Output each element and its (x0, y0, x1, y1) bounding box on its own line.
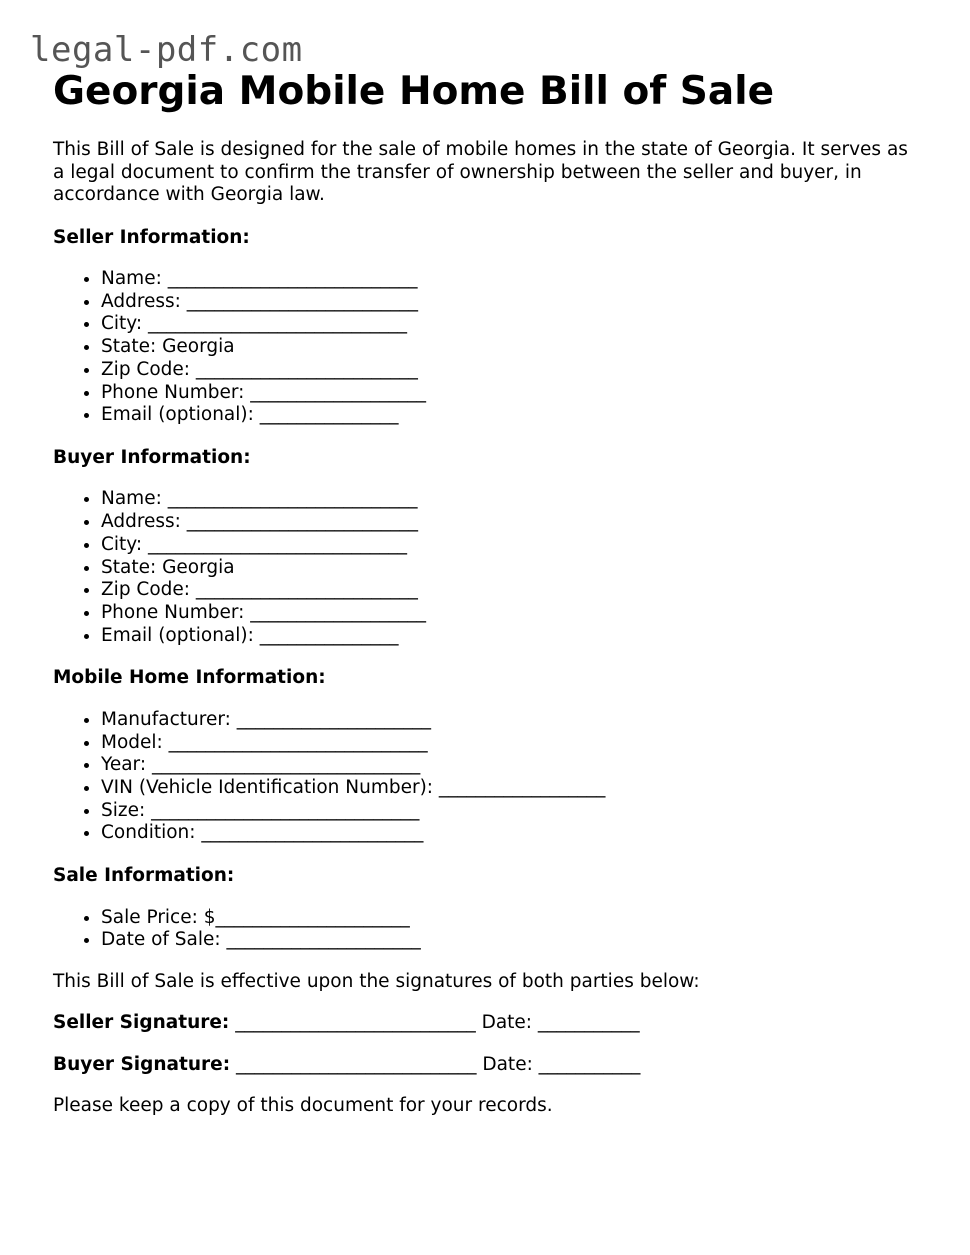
buyer-info-list (53, 488, 923, 647)
buyer-signature-blank: __________________________ Date: ___________ (230, 1053, 641, 1075)
seller-section-heading: Seller Information: (53, 226, 250, 248)
seller-phone-field: • Phone Number: ___________________ (101, 382, 923, 405)
buyer-section-heading: Buyer Information: (53, 446, 251, 468)
seller-state-field: • State: Georgia (101, 336, 923, 359)
seller-email-field: • Email (optional): _______________ (101, 404, 923, 427)
seller-signature-label: Seller Signature: (53, 1012, 230, 1034)
buyer-signature-line (53, 1054, 923, 1077)
buyer-signature-label: Buyer Signature: (53, 1053, 231, 1075)
document-title: Georgia Mobile Home Bill of Sale (53, 69, 775, 114)
document-body (53, 68, 923, 1118)
seller-signature-blank: __________________________ Date: ___________ (229, 1012, 640, 1034)
seller-address-field: • Address: _________________________ (101, 291, 923, 314)
home-condition-field: • Condition: ________________________ (101, 822, 923, 845)
buyer-zip-field: • Zip Code: ________________________ (101, 579, 923, 602)
buyer-email-field: • Email (optional): _______________ (101, 625, 923, 648)
buyer-phone-field: • Phone Number: ___________________ (101, 602, 923, 625)
seller-signature-line (53, 1012, 923, 1035)
sale-info-list (53, 907, 923, 952)
home-size-field: • Size: _____________________________ (101, 800, 923, 823)
buyer-city-field: • City: ____________________________ (101, 534, 923, 557)
seller-city-field: • City: ____________________________ (101, 313, 923, 336)
home-manufacturer-field: • Manufacturer: _____________________ (101, 709, 923, 732)
seller-zip-field: • Zip Code: ________________________ (101, 359, 923, 382)
closing-note: Please keep a copy of this document for your records. (53, 1095, 553, 1117)
home-info-list (53, 709, 923, 845)
sale-date-field: • Date of Sale: _____________________ (101, 929, 923, 952)
seller-info-list (53, 268, 923, 427)
buyer-address-field: • Address: _________________________ (101, 511, 923, 534)
intro-paragraph: This Bill of Sale is designed for the sale of mobile homes in the state of Georgia. It serves as a legal document to confirm the transfer of ownership between the seller and buyer, in accordance with Georgia law. (53, 139, 908, 205)
seller-name-field: • Name: ___________________________ (101, 268, 923, 291)
buyer-name-field: • Name: ___________________________ (101, 488, 923, 511)
sale-price-field: • Sale Price: $_____________________ (101, 907, 923, 930)
watermark-logo: legal-pdf.com (30, 30, 303, 70)
effective-statement: This Bill of Sale is effective upon the signatures of both parties below: (53, 970, 700, 992)
sale-section-heading: Sale Information: (53, 865, 235, 887)
home-year-field: • Year: _____________________________ (101, 754, 923, 777)
home-vin-field: • VIN (Vehicle Identification Number): __________________ (101, 777, 923, 800)
home-model-field: • Model: ____________________________ (101, 732, 923, 755)
buyer-state-field: • State: Georgia (101, 557, 923, 580)
home-section-heading: Mobile Home Information: (53, 667, 326, 689)
